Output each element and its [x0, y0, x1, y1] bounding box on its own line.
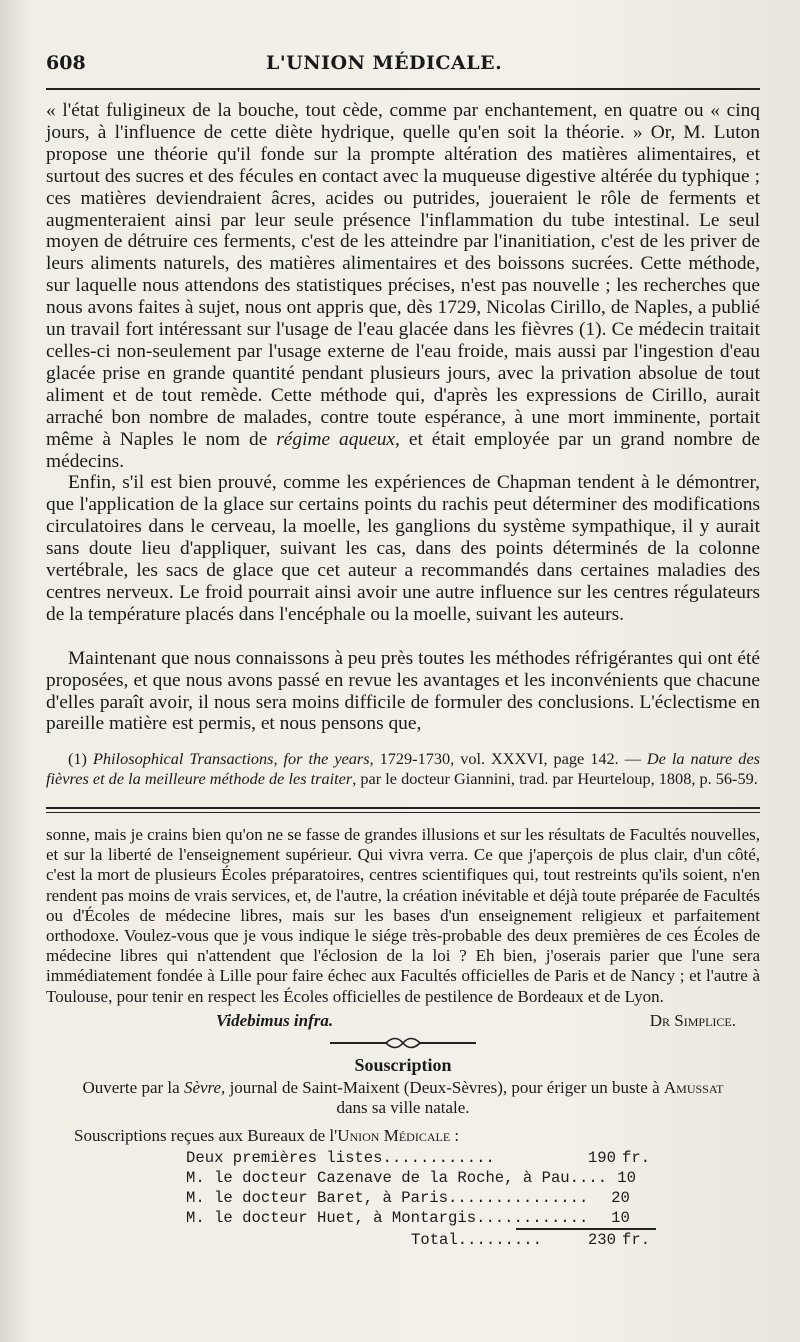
feuilleton-rule-2	[46, 812, 760, 813]
footnote	[46, 749, 760, 789]
paragraph-1-italic: régime aqueux,	[276, 428, 400, 450]
running-head	[46, 52, 760, 86]
author-signature: Dr Simplice.	[649, 1010, 736, 1030]
sous-line1-italic: Sèvre,	[183, 1077, 226, 1097]
subscriber-name: Deux premières listes............	[186, 1148, 495, 1167]
total-amount: 230	[587, 1230, 616, 1249]
subscriber-name: M. le docteur Baret, à Paris...............	[186, 1188, 589, 1207]
article-body	[46, 100, 760, 735]
feuilleton-text: sonne, mais je crains bien qu'on ne se fasse de grandes illusions et sur les résultats de Facultés nouvelles, et sur la liberté de l'enseignement supérieur. Qui vivra verra. Ce que j'aperçois de plus clair, d'un côté, c'est la mort de plusieurs Écoles préparatoires, centres scientifiques qui, tout restreints qu'ils soient, n'en rendent pas moins de vrais services, et, de l'autre, la création inévitable et déjà toute préparée de Facultés ou d'Écoles de médecine libres, mais sur les bases d'un enseignement religieux et parfaitement orthodoxe. Voulez-vous que je vous indique le siége très-probable des deux premières de ces Écoles de médecine libres qui n'attendent que l'éclosion de la loi ? Eh bien, j'oserais parier que l'une sera immédiatement fondée à Lille pour faire échec aux Facultés officielles de Paris et de Nancy ; et l'autre à Toulouse, pour tenir en respect les Écoles officielles de pestilence de Bordeaux et de Lyon.	[46, 824, 760, 1006]
souscription-title: Souscription	[354, 1054, 452, 1075]
souscription-lead	[74, 1126, 760, 1146]
signature-line	[46, 1011, 760, 1031]
subscription-list	[186, 1148, 656, 1250]
subscriber-amount: 10	[617, 1168, 636, 1187]
subscriber-amount: 190	[587, 1148, 616, 1167]
journal-title: L'UNION MÉDICALE.	[266, 52, 503, 74]
sous-line2: dans sa ville natale.	[336, 1097, 470, 1117]
subscriber-unit	[630, 1188, 656, 1208]
subscriber-unit: fr.	[622, 1148, 651, 1167]
sous-lead-b: :	[450, 1125, 460, 1145]
footnote-italic-2: De la nature des fièvres et de la meilleure méthode de les traiter	[46, 749, 761, 789]
list-item	[186, 1168, 656, 1188]
ornament-divider-icon	[46, 1035, 760, 1049]
paragraph-1-text: « l'état fuligineux de la bouche, tout cède, comme par enchantement, en quatre ou « cinq jours, à l'influence de cette diète hydrique, quelle qu'en soit la théorie. » Or, M. Luton propose une théorie qu'il fonde sur la prompte altération des matières alimentaires, et surtout des sucres et des fécules en contact avec la muqueuse digestive altérée du typhique ; ces matières deviendraient âcres, acides ou putrides, joueraient le rôle de ferments et augmenteraient ainsi par leur seule présence l'inflammation du tube intestinal. Le seul moyen de détruire ces ferments, c'est de les atteindre par l'inanitiation, c'est de les priver de leurs aliments naturels, des matières alimentaires et des boissons sucrées. Cette méthode, sur laquelle nous attendons des statistiques précises, n'est pas nouvelle ; les recherches que nous avons faites à sujet, nous ont appris que, dès 1729, Nicolas Cirillo, de Naples, a publié un travail fort intéressant sur l'usage de l'eau glacée dans les fièvres (1). Ce médecin traitait celles-ci non-seulement par l'usage externe de l'eau froide, mais aussi par l'ingestion d'eau glacée prise en grande quantité pendant plusieurs jours, avec la privation absolue de tout aliment et de tout remède. Cette méthode qui, d'après les expressions de Cirillo, aurait arraché bon nombre de malades, contre toute espérance, à une mort imminente, portait même à Naples le nom de	[46, 100, 760, 450]
total-unit: fr.	[622, 1230, 651, 1249]
footnote-plain-2: , par le docteur Giannini, trad. par Heurteloup, 1808, p. 56-59.	[352, 769, 758, 789]
list-item	[186, 1208, 656, 1228]
subscriber-amount: 20	[611, 1188, 630, 1207]
feuilleton-rule	[46, 807, 760, 809]
paragraph-1-tail: et était employée par un grand nombre de médecins.	[46, 428, 760, 472]
footnote-italic-1: Philosophical Transactions, for the years	[92, 749, 370, 769]
sous-line1-a: Ouverte par la	[82, 1077, 184, 1097]
paragraph-1	[46, 100, 760, 472]
subscriber-unit	[630, 1208, 656, 1228]
subscriber-amount: 10	[611, 1208, 630, 1227]
paragraph-3: Maintenant que nous connaissons à peu près toutes les méthodes réfrigérantes qui ont été proposées, et que nous avons passé en revue les avantages et les inconvénients que chacune d'elles paraît avoir, il nous sera moins difficile de formuler des conclusions. L'éclectisme en pareille matière est permis, et nous pensons que,	[46, 647, 760, 735]
sous-lead-a: Souscriptions reçues aux Bureaux de l'	[74, 1125, 338, 1145]
total-label: Total.........	[410, 1230, 542, 1249]
page-number: 608	[46, 52, 86, 74]
subscriber-name: M. le docteur Cazenave de la Roche, à Pau....	[186, 1168, 608, 1187]
header-rule	[46, 88, 760, 90]
list-item	[186, 1148, 656, 1168]
sous-line1-sc: Amussat	[663, 1077, 724, 1097]
footnote-marker: (1)	[68, 749, 93, 769]
subscriber-unit	[636, 1168, 656, 1188]
videbimus: Videbimus infra.	[216, 1010, 334, 1030]
list-item	[186, 1188, 656, 1208]
paragraph-2: Enfin, s'il est bien prouvé, comme les expériences de Chapman tendent à le démontrer, que l'application de la glace sur certains points du rachis peut déterminer des modifications circulatoires dans le cerveau, la moelle, les ganglions du système sympathique, il y aurait sans doute lieu d'appliquer, suivant les cas, dans des points déterminés de la colonne vertébrale, les sacs de glace que cet auteur a recommandés dans certaines maladies des centres nerveux. Le froid pourrait ainsi avoir une autre influence sur les centres régulateurs de la température placés dans l'encéphale ou la moelle, suivant les auteurs.	[46, 472, 760, 625]
footnote-plain-1: , 1729-1730, vol. XXXVI, page 142. —	[369, 749, 647, 769]
sous-line1-b: journal de Saint-Maixent (Deux-Sèvres), pour ériger un buste à	[225, 1077, 664, 1097]
souscription-subtitle	[46, 1078, 760, 1118]
subscriber-name: M. le docteur Huet, à Montargis............	[186, 1208, 589, 1227]
sous-lead-sc: Union Médicale	[337, 1125, 451, 1145]
total-row	[186, 1230, 656, 1250]
